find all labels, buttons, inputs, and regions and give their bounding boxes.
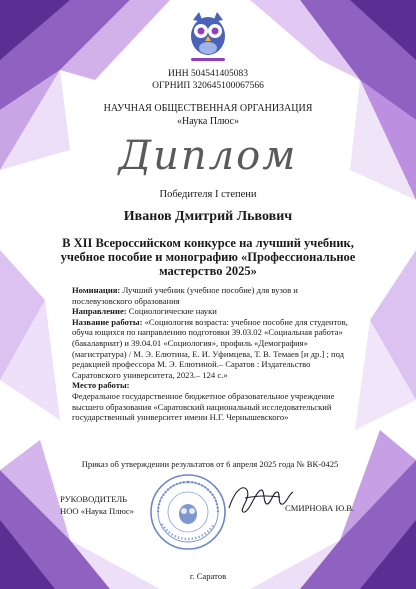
document-title: Диплом [118,133,298,179]
prize-degree: Победителя I степени [159,189,257,200]
organization-name: НАУЧНАЯ ОБЩЕСТВЕННАЯ ОРГАНИЗАЦИЯ [103,103,313,114]
ogrnip-text: ОГРНИП 320645100067566 [152,81,264,91]
contest-title-line-3: мастерство 2025» [159,264,257,278]
organization-stamp-icon [148,472,228,552]
contest-title [55,236,361,278]
direction-value: Социологические науки [126,306,217,317]
signer-role-line-2: НОО «Наука Плюс» [60,505,134,516]
workplace-label: Место работы: [72,380,130,391]
inn-text: ИНН 504541405083 [168,69,248,79]
direction-label: Направление: [72,306,127,317]
signer-role-line-1: РУКОВОДИТЕЛЬ [60,494,128,504]
workplace-value: Федеральное государственное бюджетное образовательное учреждение высшего образования «Саратовский национальный исследовательский государственный университет имени Н.Г. Чернышевского» [72,390,335,423]
nomination-value: Лучший учебник (учебное пособие) для вузов и послевузовского образования [72,285,298,306]
signer-role [60,494,134,517]
city: г. Саратов [189,571,227,581]
direction-row [72,306,354,317]
work-value: «Социология возраста: учебное пособие для студентов, обуча ющихся по направлению подготовки 39.03.02 «Социальная работа» (бакалавриат) и 39.04.01 «Социология», профиль «Демография» (магистратура) / М. Э. Елютина, Е. И. Уфимцева, Т. В. Темаев [и др.] ; под редакцией профессора М. Э. Елютиной.– Саратов : Издательство Саратовского университета, 2023.– 124 с.» [72,316,348,380]
workplace-label-row [72,380,354,391]
signer-name: СМИРНОВА Ю.В. [285,503,355,513]
nomination-row [72,285,354,306]
award-details [72,285,354,423]
owl-logo-icon [185,6,231,62]
contest-title-line-2: учебное пособие и монографию «Профессиональное [60,250,356,264]
work-label: Название работы: [72,316,143,327]
contest-title-line-1: В XII Всероссийском конкурсе на лучший учебник, [62,236,354,250]
nomination-label: Номинация: [72,285,121,295]
order-reference: Приказ об утверждении результатов от 6 апреля 2025 года № ВК-0425 [81,459,339,469]
organization-short-name: «Наука Плюс» [177,116,239,127]
winner-name: Иванов Дмитрий Львович [123,209,293,224]
work-row [72,317,354,381]
